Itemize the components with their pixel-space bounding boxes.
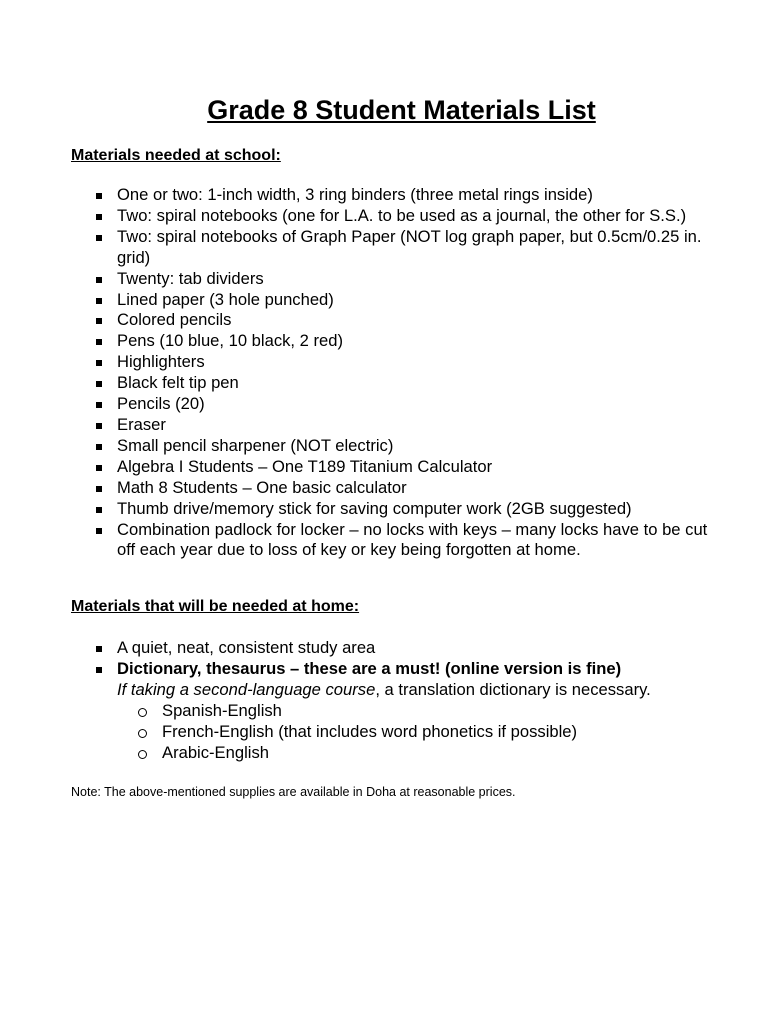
square-bullet-icon (96, 507, 102, 513)
sublist-item: French-English (that includes word phonetics if possible) (117, 722, 730, 743)
list-item: Colored pencils (0, 310, 770, 331)
dictionary-sublist (117, 701, 730, 764)
home-materials-list (0, 638, 770, 763)
square-bullet-icon (96, 486, 102, 492)
square-bullet-icon (96, 667, 102, 673)
list-item: One or two: 1-inch width, 3 ring binders (three metal rings inside) (0, 185, 770, 206)
square-bullet-icon (96, 528, 102, 534)
square-bullet-icon (96, 465, 102, 471)
page-title: Grade 8 Student Materials List (207, 95, 596, 125)
school-materials-heading: Materials needed at school: (71, 147, 281, 164)
list-item: Math 8 Students – One basic calculator (0, 478, 770, 499)
square-bullet-icon (96, 360, 102, 366)
square-bullet-icon (96, 214, 102, 220)
square-bullet-icon (96, 402, 102, 408)
sublist-item: Arabic-English (117, 743, 730, 764)
home-materials-heading: Materials that will be needed at home: (71, 598, 360, 615)
list-item: A quiet, neat, consistent study area (0, 638, 770, 659)
square-bullet-icon (96, 444, 102, 450)
list-item: Lined paper (3 hole punched) (0, 290, 770, 311)
square-bullet-icon (96, 318, 102, 324)
list-item: Eraser (0, 415, 770, 436)
list-item: Algebra I Students – One T189 Titanium Calculator (0, 457, 770, 478)
circle-bullet-icon (138, 708, 147, 717)
square-bullet-icon (96, 381, 102, 387)
square-bullet-icon (96, 235, 102, 241)
square-bullet-icon (96, 298, 102, 304)
list-item: Small pencil sharpener (NOT electric) (0, 436, 770, 457)
square-bullet-icon (96, 423, 102, 429)
circle-bullet-icon (138, 729, 147, 738)
school-materials-list (0, 185, 770, 561)
sublist-item: Spanish-English (117, 701, 730, 722)
translation-note: If taking a second-language course, a translation dictionary is necessary. (117, 679, 651, 699)
list-item: Highlighters (0, 352, 770, 373)
list-item: Pens (10 blue, 10 black, 2 red) (0, 331, 770, 352)
list-item: Thumb drive/memory stick for saving computer work (2GB suggested) (0, 499, 770, 520)
list-item: Twenty: tab dividers (0, 269, 770, 290)
square-bullet-icon (96, 193, 102, 199)
list-item: Combination padlock for locker – no locks with keys – many locks have to be cut off each year due to loss of key or key being forgotten at home. (0, 520, 770, 562)
square-bullet-icon (96, 339, 102, 345)
list-item: Two: spiral notebooks (one for L.A. to be used as a journal, the other for S.S.) (0, 206, 770, 227)
list-item: Black felt tip pen (0, 373, 770, 394)
list-item (0, 659, 770, 764)
footnote: Note: The above-mentioned supplies are available in Doha at reasonable prices. (71, 785, 516, 799)
dictionary-requirement: Dictionary, thesaurus – these are a must! (online version is fine) (117, 658, 622, 678)
circle-bullet-icon (138, 750, 147, 759)
square-bullet-icon (96, 646, 102, 652)
list-item: Pencils (20) (0, 394, 770, 415)
list-item: Two: spiral notebooks of Graph Paper (NOT log graph paper, but 0.5cm/0.25 in. grid) (0, 227, 770, 269)
square-bullet-icon (96, 277, 102, 283)
